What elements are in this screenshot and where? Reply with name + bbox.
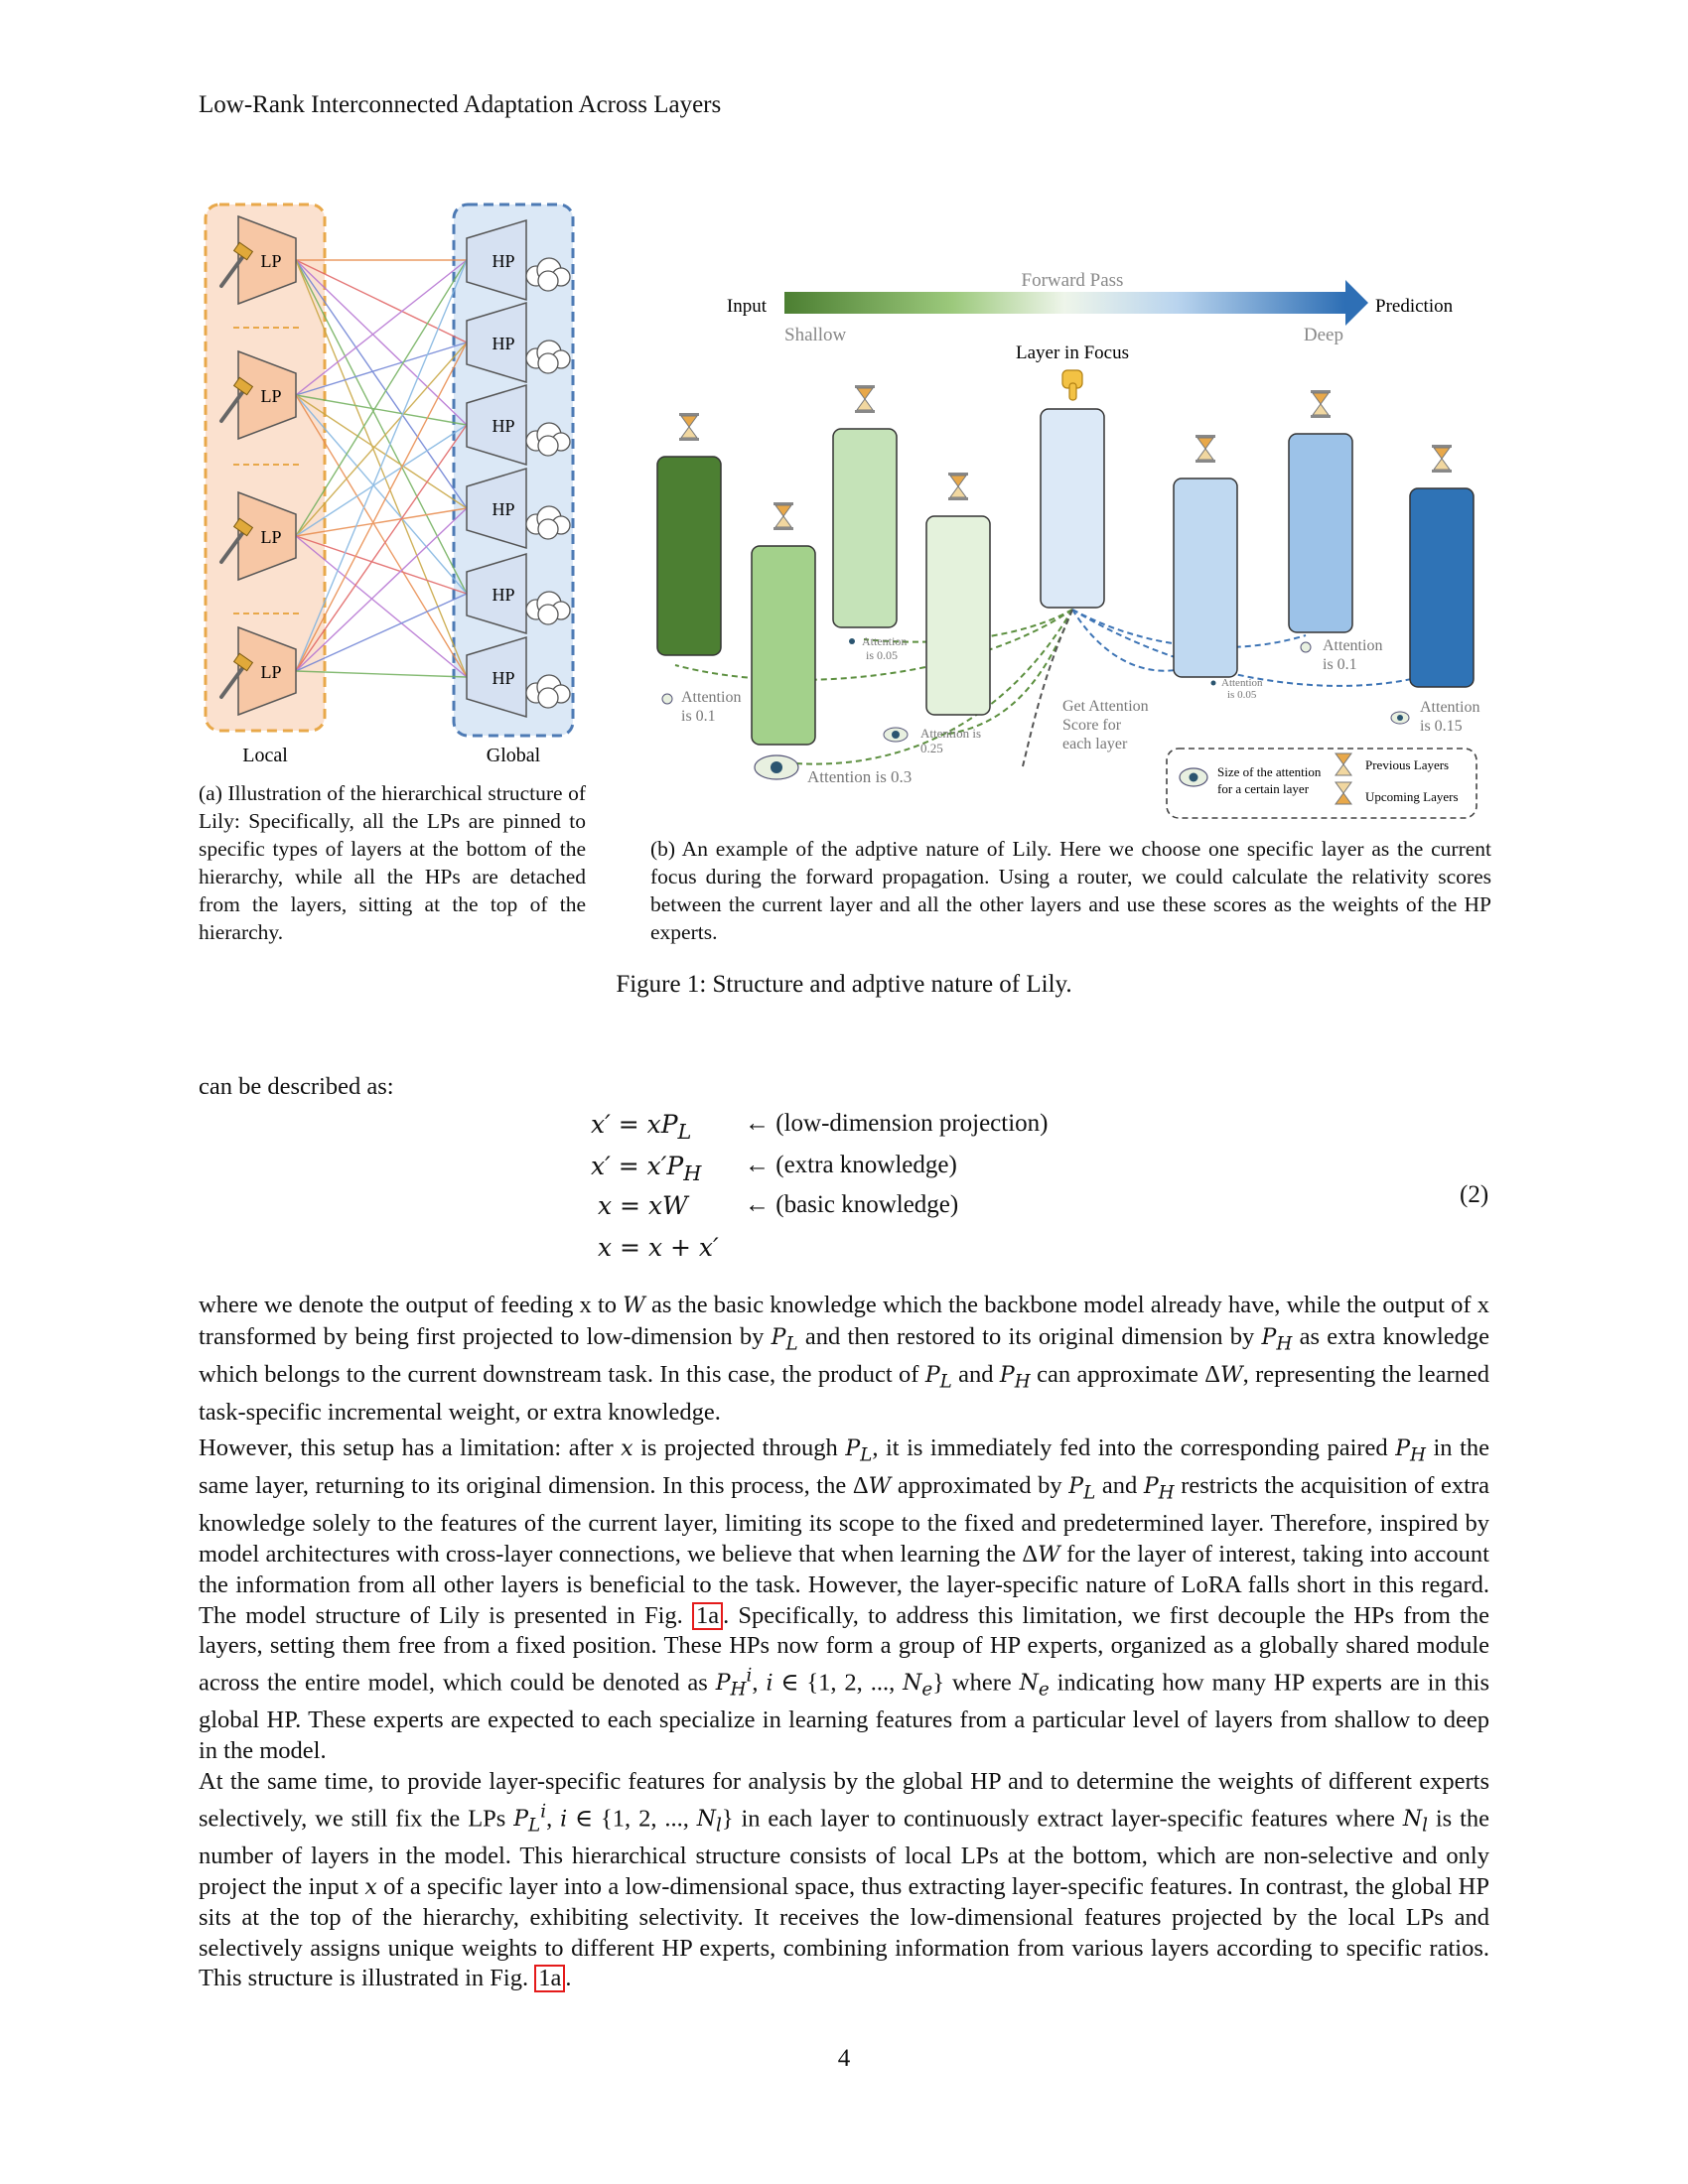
svg-text:Attention is 0.3: Attention is 0.3	[807, 767, 913, 786]
attention-label-3	[849, 634, 907, 662]
deep-label: Deep	[1303, 325, 1343, 345]
hourglass-icon	[1196, 435, 1215, 463]
layer-bar-focus	[1041, 409, 1104, 608]
svg-text:is 0.15: is 0.15	[1420, 718, 1463, 735]
layer-bar	[657, 457, 721, 655]
panel-a-caption: (a) Illustration of the hierarchical structure of Lily: Specifically, all the LPs are pinned to specific types of layers at the bottom of the hierarchy, while all the HPs are detached from the layers, sitting at the top of the hierarchy.	[199, 781, 586, 944]
svg-text:Attention: Attention	[1221, 677, 1263, 689]
svg-text:Attention: Attention	[1420, 699, 1480, 716]
svg-text:is 0.05: is 0.05	[1227, 689, 1257, 701]
svg-text:is 0.05: is 0.05	[866, 648, 899, 662]
hourglass-icon	[679, 413, 699, 441]
hourglass-icon	[948, 473, 968, 500]
input-label: Input	[726, 296, 767, 317]
get-attention-label	[1062, 698, 1149, 752]
svg-text:Attention: Attention	[681, 689, 742, 706]
layer-bar	[833, 429, 897, 627]
layer-bar	[1410, 488, 1474, 687]
attention-label-2	[755, 755, 912, 786]
layer-bar	[1174, 478, 1237, 677]
equation-2-lhs: $x' = x'P_H$	[591, 1152, 702, 1185]
intro-text: can be described as:	[199, 1073, 394, 1100]
forward-pass-label: Forward Pass	[1021, 270, 1124, 291]
hp-label: HP	[492, 585, 515, 605]
lp-label: LP	[260, 386, 282, 406]
figure-reference-link[interactable]: 1a	[534, 1965, 565, 1992]
svg-text:is 0.1: is 0.1	[1323, 656, 1357, 673]
figure-panel-a	[194, 199, 591, 774]
equation-3-rhs: ← (basic knowledge)	[745, 1191, 959, 1218]
local-label: Local	[242, 745, 288, 766]
lp-label: LP	[260, 527, 282, 547]
page-number: 4	[837, 2045, 851, 2072]
hp-label: HP	[492, 251, 515, 271]
equation-3-lhs: x = xW	[598, 1191, 688, 1220]
svg-text:Upcoming Layers: Upcoming Layers	[1365, 789, 1459, 804]
layer-in-focus-label: Layer in Focus	[1016, 342, 1129, 363]
equation-2-rhs: ← (extra knowledge)	[745, 1152, 957, 1178]
figure-panel-b	[645, 260, 1499, 826]
svg-text:Attention: Attention	[1323, 637, 1383, 654]
paragraph-1: where we denote the output of feeding x to W as the basic knowledge which the backbone model already have, while the output of x transformed by being first projected to low-dimension by $P_L$ and then restored to its original dimension by $P_H$ as extra knowledge which belongs to the current downstream task. In this case, the product of $P_L$ and $P_H$ can approximate ΔW, representing the learned task-specific incremental weight, or extra knowledge.	[199, 1292, 1489, 1426]
running-title: Low-Rank Interconnected Adaptation Across Layers	[199, 91, 722, 118]
attention-label-4	[884, 726, 981, 755]
svg-text:for a certain layer: for a certain layer	[1217, 781, 1310, 796]
paragraph-2: However, this setup has a limitation: after x is projected through $P_L$, it is immediately fed into the corresponding paired $P_H$ in the same layer, returning to its original dimension. In this process, the ΔW approximated by $P_L$ and $P_H$ restricts the acquisition of extra knowledge solely to the features of the current layer, limiting its scope to the fixed and predetermined layer. Therefore, inspired by model architectures with cross-layer connections, we believe that when learning the ΔW for the layer of interest, taking into account the information from all other layers is beneficial to the task. However, the layer-specific nature of LoRA falls short in this regard. The model structure of Lily is presented in Fig. 1a . Specifically, to address this limitation, we first decouple the HPs from the layers, setting them free from a fixed position. These HPs now form a group of HP experts, organized as a globally shared module across the entire model, which could be denoted as $P_H^i$, i ∈ {1, 2, ..., $N_e$} where $N_e$ indicating how many HP experts are in this global HP. These experts are expected to each specialize in learning features from a particular level of layers from shallow to deep in the model.	[199, 1434, 1490, 1764]
hp-label: HP	[492, 416, 515, 436]
attention-label-1	[662, 689, 741, 725]
hourglass-icon	[855, 385, 875, 413]
hourglass-icon	[1311, 390, 1331, 418]
layer-bar	[752, 546, 815, 745]
svg-text:Attention: Attention	[862, 634, 908, 648]
lp-label: LP	[260, 662, 282, 682]
forward-pass-arrow	[784, 292, 1345, 314]
svg-text:Score for: Score for	[1062, 717, 1122, 734]
pointing-hand-icon	[1062, 370, 1082, 400]
layer-bar	[1289, 434, 1352, 632]
hp-label: HP	[492, 499, 515, 519]
shallow-label: Shallow	[784, 325, 847, 345]
paragraph-3: At the same time, to provide layer-specific features for analysis by the global HP and to determine the weights of different experts selectively, we still fix the LPs $P_L^i$, i ∈ {1, 2, ..., $N_l$} in each layer to continuously extract layer-specific features where $N_l$ is the number of layers in the model. This hierarchical structure consists of local LPs at the bottom, which are non-selective and only project the input x of a specific layer into a low-dimensional space, thus extracting layer-specific features. In contrast, the global HP sits at the top of the hierarchy, exhibiting selectivity. It receives the low-dimensional features projected by the local LPs and selectively assigns unique weights to different HP experts, combining information from various layers according to specific ratios. This structure is illustrated in Fig. 1a .	[199, 1768, 1489, 1992]
attention-label-7	[1391, 699, 1479, 735]
svg-text:Attention is: Attention is	[920, 726, 982, 741]
hp-label: HP	[492, 668, 515, 688]
prediction-label: Prediction	[1375, 296, 1454, 317]
equation-4-lhs: x = x + x′	[598, 1233, 719, 1262]
hourglass-icon	[1432, 445, 1452, 473]
legend	[1167, 749, 1477, 818]
equation-1-lhs: $x' = xP_L$	[591, 1110, 692, 1144]
svg-text:Previous Layers: Previous Layers	[1365, 757, 1450, 772]
equation-number: (2)	[1460, 1181, 1489, 1208]
lp-label: LP	[260, 251, 282, 271]
svg-text:0.25: 0.25	[920, 741, 943, 755]
attention-label-6	[1301, 637, 1382, 673]
layer-bar	[926, 516, 990, 715]
panel-b-caption: (b) An example of the adptive nature of Lily. Here we choose one specific layer as the current focus during the forward propagation. Using a router, we could calculate the relativity scores between the current layer and all the other layers and use these scores as the weights of the HP experts.	[650, 837, 1491, 944]
figure-reference-link[interactable]: 1a	[692, 1602, 723, 1630]
svg-text:each layer: each layer	[1062, 736, 1128, 752]
equation-1-rhs: ← (low-dimension projection)	[745, 1110, 1049, 1137]
global-label: Global	[486, 745, 541, 766]
svg-text:is 0.1: is 0.1	[681, 708, 716, 725]
svg-text:Size of the attention: Size of the attention	[1217, 764, 1322, 779]
figure-caption: Figure 1: Structure and adptive nature of Lily.	[616, 971, 1072, 998]
attention-label-5	[1211, 677, 1264, 701]
hourglass-icon	[774, 502, 793, 530]
hp-label: HP	[492, 334, 515, 353]
svg-text:Get Attention: Get Attention	[1062, 698, 1149, 715]
